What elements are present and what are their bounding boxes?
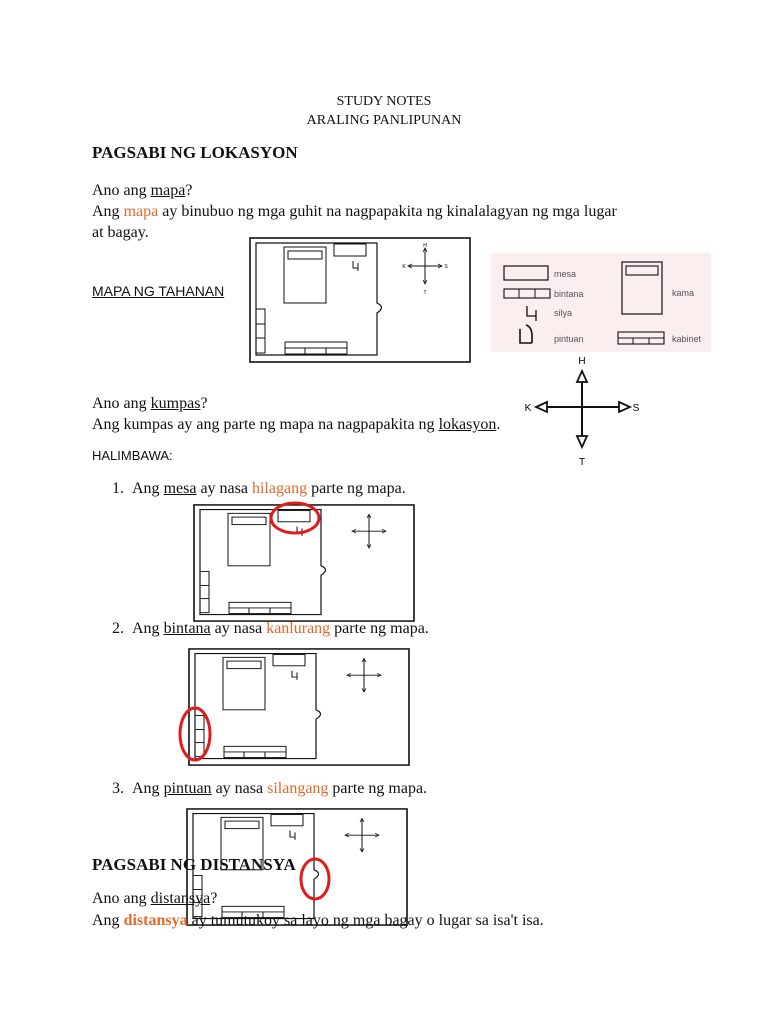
compass-south-label: T — [578, 457, 586, 468]
term-distansya: distansya — [150, 890, 211, 907]
map-legend — [491, 253, 711, 352]
example-2: 2. Ang bintana ay nasa kanlurang parte ng mapa. — [112, 620, 429, 637]
legend-mesa-label: mesa — [554, 269, 577, 279]
answer-mapa-line2: at bagay. — [92, 224, 149, 241]
header-subject: ARALING PANLIPUNAN — [306, 113, 462, 128]
term-kumpas: kumpas — [150, 395, 201, 412]
header-study-notes: STUDY NOTES — [336, 94, 432, 109]
compass-north-label: H — [578, 356, 586, 367]
term-lokasyon: lokasyon — [438, 416, 497, 433]
compass-e-label: S — [444, 264, 448, 270]
legend-kama-label: kama — [672, 288, 695, 298]
example-3: 3. Ang pintuan ay nasa silangang parte ng mapa. — [112, 780, 428, 797]
legend-silya-label: silya — [554, 308, 573, 318]
highlight-circle-pintuan — [297, 855, 333, 903]
legend-kabinet-label: kabinet — [672, 334, 702, 344]
legend-bintana-label: bintana — [554, 289, 584, 299]
compass-diagram — [520, 352, 648, 470]
compass-east-label: S — [632, 403, 640, 414]
question-kumpas: Ano ang kumpas? — [92, 395, 208, 412]
compass-s-label: T — [423, 290, 427, 296]
legend-pintuan-label: pintuan — [554, 334, 584, 344]
map-label: MAPA NG TAHANAN — [92, 283, 225, 299]
example-1: 1. Ang mesa ay nasa hilagang parte ng mapa. — [112, 480, 406, 497]
question-distansya: Ano ang distansya? — [92, 890, 218, 907]
term-mapa: mapa — [150, 182, 186, 199]
answer-distansya: Ang distansya ay tumutukoy sa layo ng mga bagay o lugar sa isa't isa. — [92, 912, 544, 929]
question-mapa: Ano ang mapa? — [92, 182, 193, 199]
example-2-map — [188, 648, 410, 766]
term-mapa-highlight: mapa — [123, 203, 159, 220]
term-distansya-highlight: distansya — [123, 912, 188, 929]
example-label: HALIMBAWA: — [92, 448, 173, 463]
compass-n-label: H — [423, 243, 427, 249]
compass-west-label: K — [524, 403, 532, 414]
highlight-circle-bintana — [176, 704, 214, 764]
highlight-circle-mesa — [268, 500, 322, 536]
compass-w-label: K — [402, 264, 406, 270]
answer-mapa: Ang mapa ay binubuo ng mga guhit na nagpapakita ng kinalalagyan ng mga lugar — [92, 203, 617, 220]
section-title-distansya: PAGSABI NG DISTANSYA — [92, 855, 296, 874]
answer-kumpas: Ang kumpas ay ang parte ng mapa na nagpapakita ng lokasyon. — [92, 416, 501, 433]
section-title-lokasyon: PAGSABI NG LOKASYON — [92, 143, 298, 162]
house-map-main — [249, 237, 471, 363]
